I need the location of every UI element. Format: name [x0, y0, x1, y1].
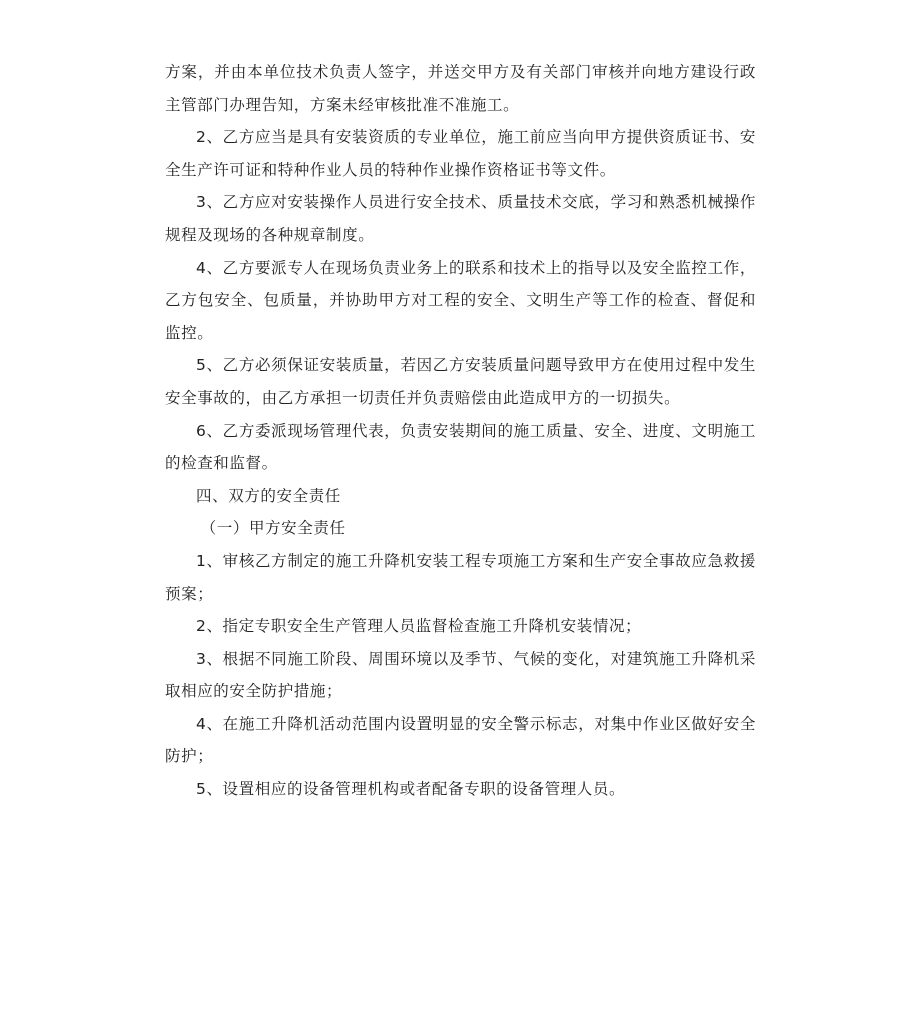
- party-a-item-3: 3、根据不同施工阶段、周围环境以及季节、气候的变化，对建筑施工升降机采取相应的安全防护措施；: [165, 649, 756, 701]
- subsection-heading: （一）甲方安全责任: [200, 519, 346, 538]
- document-body: [165, 56, 756, 806]
- party-a-item-1: 1、审核乙方制定的施工升降机安装工程专项施工方案和生产安全事故应急救援预案；: [165, 551, 756, 603]
- paragraph-item-4: 4、乙方要派专人在现场负责业务上的联系和技术上的指导以及安全监控工作，乙方包安全、包质量，并协助甲方对工程的安全、文明生产等工作的检查、督促和监控。: [165, 258, 756, 342]
- party-a-item-2: 2、指定专职安全生产管理人员监督检查施工升降机安装情况；: [196, 617, 642, 636]
- section-heading: 四、双方的安全责任: [196, 486, 341, 505]
- paragraph-item-2: 2、乙方应当是具有安装资质的专业单位，施工前应当向甲方提供资质证书、安全生产许可证和特种作业人员的特种作业操作资格证书等文件。: [165, 128, 756, 179]
- paragraph-item-6: 6、乙方委派现场管理代表，负责安装期间的施工质量、安全、进度、文明施工的检查和监督。: [165, 421, 756, 473]
- party-a-item-4: 4、在施工升降机活动范围内设置明显的安全警示标志，对集中作业区做好安全防护；: [165, 714, 756, 766]
- paragraph-item-5: 5、乙方必须保证安装质量，若因乙方安装质量问题导致甲方在使用过程中发生安全事故的，由乙方承担一切责任并负责赔偿由此造成甲方的一切损失。: [165, 356, 756, 407]
- paragraph-item-3: 3、乙方应对安装操作人员进行安全技术、质量技术交底，学习和熟悉机械操作规程及现场的各种规章制度。: [165, 193, 756, 244]
- party-a-item-5: 5、设置相应的设备管理机构或者配备专职的设备管理人员。: [196, 780, 626, 799]
- paragraph-continuation: 方案，并由本单位技术负责人签字，并送交甲方及有关部门审核并向地方建设行政主管部门办理告知，方案未经审核批准不准施工。: [165, 63, 756, 114]
